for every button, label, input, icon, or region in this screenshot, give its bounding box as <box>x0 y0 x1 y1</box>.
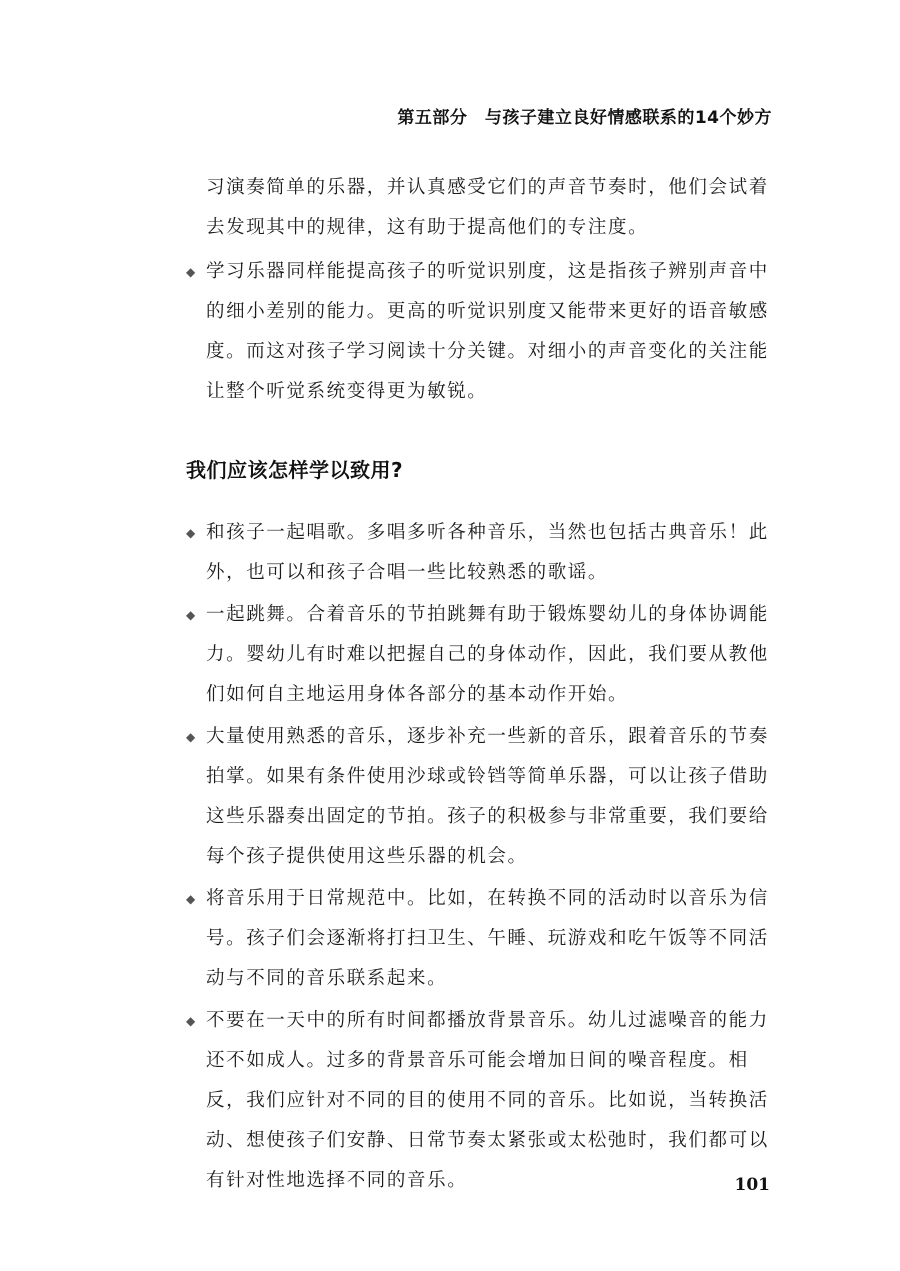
bullet-item <box>186 879 776 999</box>
bullet-item <box>186 252 776 412</box>
bullet-item <box>186 1001 776 1201</box>
bullet-text: 一起跳舞。合着音乐的节拍跳舞有助于锻炼婴幼儿的身体协调能力。婴幼儿有时难以把握自己的身体动作，因此，我们要从教他们如何自主地运用身体各部分的基本动作开始。 <box>206 604 769 705</box>
diamond-bullet-icon: ◆ <box>186 730 197 744</box>
bullet-text: 大量使用熟悉的音乐，逐步补充一些新的音乐，跟着音乐的节奏拍掌。如果有条件使用沙球或铃铛等简单乐器，可以让孩子借助这些乐器奏出固定的节拍。孩子的积极参与非常重要，我们要给每个孩子提供使用这些乐器的机会。 <box>206 726 769 867</box>
diamond-bullet-icon: ◆ <box>186 526 197 540</box>
bullet-text: 学习乐器同样能提高孩子的听觉识别度，这是指孩子辨别声音中的细小差别的能力。更高的听觉识别度又能带来更好的语音敏感度。而这对孩子学习阅读十分关键。对细小的声音变化的关注能让整个听觉系统变得更为敏锐。 <box>206 261 769 402</box>
bullet-item <box>186 595 776 715</box>
continuation-paragraph: 习演奏简单的乐器，并认真感受它们的声音节奏时，他们会试着去发现其中的规律，这有助于提高他们的专注度。 <box>206 177 769 238</box>
page-body <box>186 168 776 1203</box>
diamond-bullet-icon: ◆ <box>186 608 197 622</box>
bullet-item <box>186 513 776 593</box>
diamond-bullet-icon: ◆ <box>186 1014 197 1028</box>
bullet-text: 不要在一天中的所有时间都播放背景音乐。幼儿过滤噪音的能力还不如成人。过多的背景音乐可能会增加日间的噪音程度。相反，我们应针对不同的目的使用不同的音乐。比如说，当转换活动、想使孩子们安静、日常节奏太紧张或太松弛时，我们都可以有针对性地选择不同的音乐。 <box>206 1010 769 1191</box>
running-header: 第五部分 与孩子建立良好情感联系的14个妙方 <box>397 108 772 128</box>
bullet-text: 将音乐用于日常规范中。比如，在转换不同的活动时以音乐为信号。孩子们会逐渐将打扫卫生、午睡、玩游戏和吃午饭等不同活动与不同的音乐联系起来。 <box>206 888 769 989</box>
diamond-bullet-icon: ◆ <box>186 892 197 906</box>
bullet-text: 和孩子一起唱歌。多唱多听各种音乐，当然也包括古典音乐！此外，也可以和孩子合唱一些比较熟悉的歌谣。 <box>206 522 769 583</box>
section-heading: 我们应该怎样学以致用? <box>186 458 404 482</box>
diamond-bullet-icon: ◆ <box>186 265 197 279</box>
bullet-item <box>186 717 776 877</box>
page-number: 101 <box>734 1175 770 1195</box>
